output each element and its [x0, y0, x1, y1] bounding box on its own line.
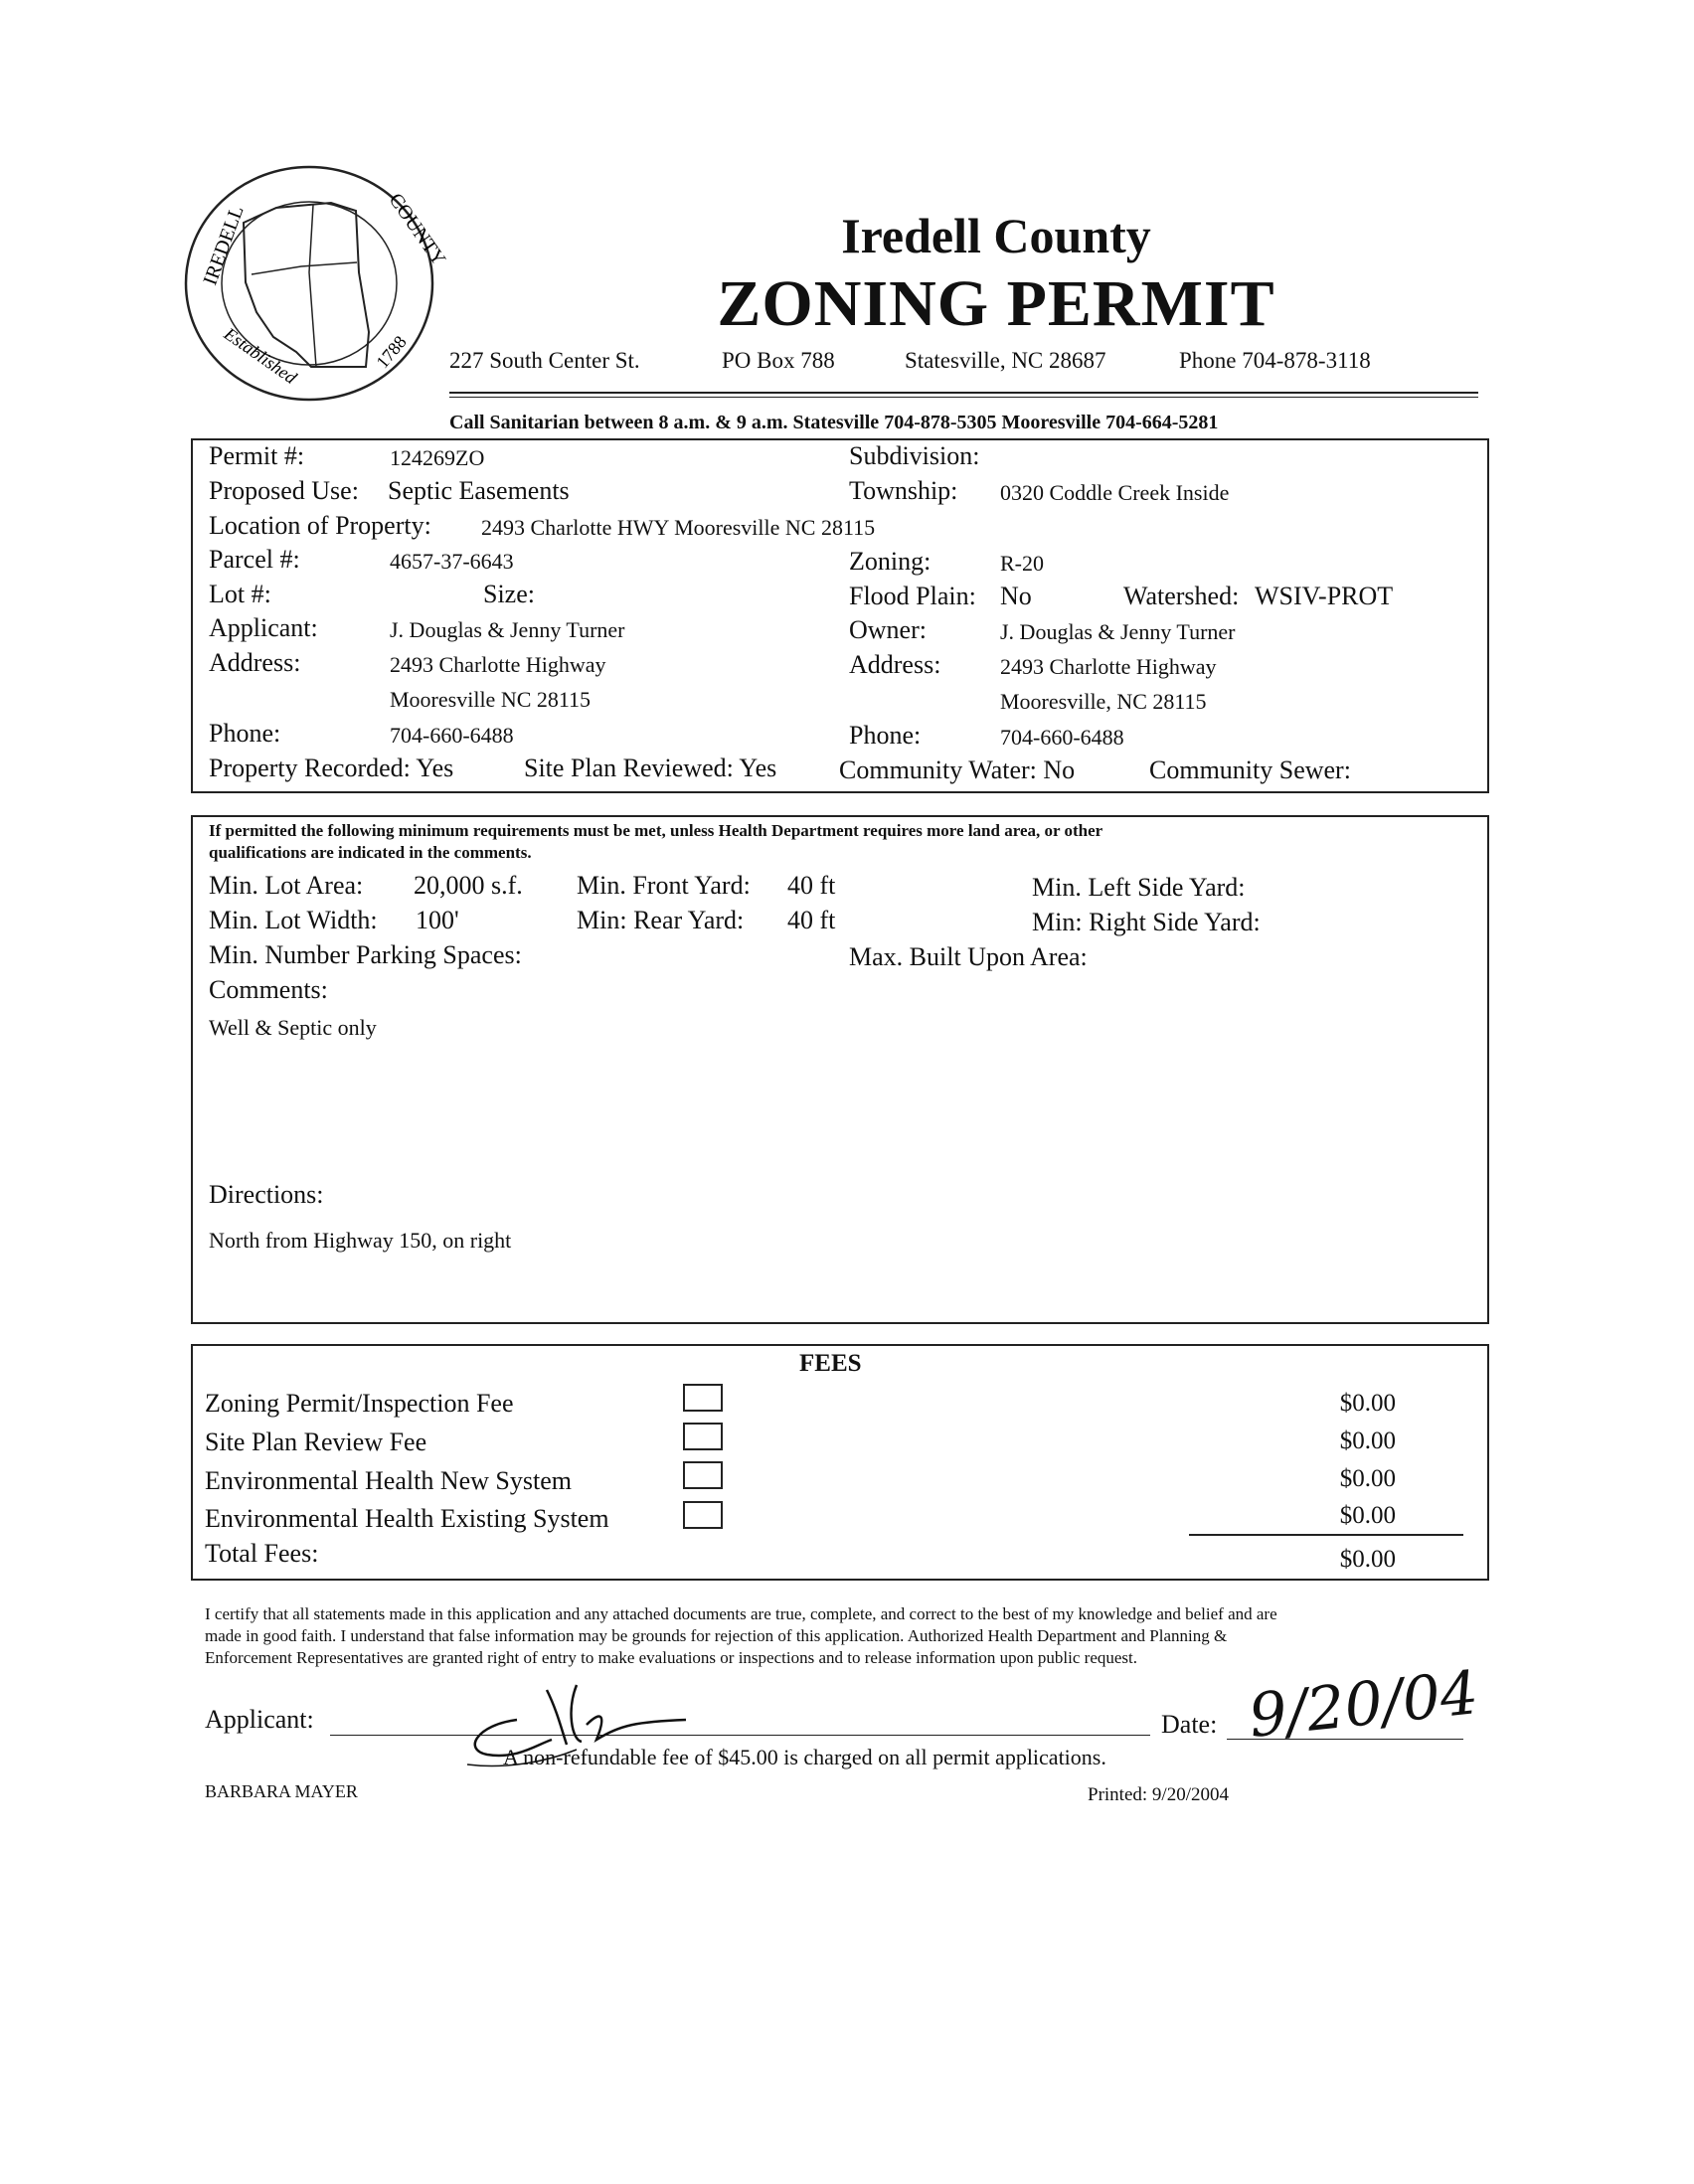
owner-address-line2: Mooresville, NC 28115	[1000, 689, 1207, 714]
min-lot-area-value: 20,000 s.f.	[414, 871, 523, 900]
location-label: Location of Property:	[209, 511, 431, 540]
fee-amount-site-plan: $0.00	[1339, 1428, 1396, 1454]
total-fees-label: Total Fees:	[205, 1539, 319, 1568]
min-lot-width-label: Min. Lot Width:	[209, 906, 378, 934]
applicant-signature-line[interactable]	[330, 1735, 1150, 1736]
po-box: PO Box 788	[722, 348, 835, 373]
sanitarian-call-line: Call Sanitarian between 8 a.m. & 9 a.m. Statesville 704-878-5305 Mooresville 704-664-5281	[449, 412, 1219, 433]
applicant-signature-label: Applicant:	[205, 1705, 314, 1734]
fee-checkbox-zoning[interactable]	[683, 1384, 723, 1412]
lot-label: Lot #:	[209, 580, 271, 608]
fee-amount-new-system: $0.00	[1339, 1465, 1396, 1492]
applicant-address-line1: 2493 Charlotte Highway	[390, 652, 606, 677]
applicant-phone-value: 704-660-6488	[390, 723, 514, 748]
zoning-label: Zoning:	[849, 547, 932, 576]
fee-label-new-system: Environmental Health New System	[205, 1466, 572, 1495]
location-value: 2493 Charlotte HWY Mooresville NC 28115	[481, 515, 876, 540]
fee-label-zoning: Zoning Permit/Inspection Fee	[205, 1389, 514, 1418]
applicant-phone-label: Phone:	[209, 719, 281, 748]
requirements-note-line2: qualifications are indicated in the comments.	[209, 843, 532, 862]
flood-plain-label: Flood Plain:	[849, 582, 976, 610]
min-front-yard-value: 40 ft	[787, 871, 836, 900]
clerk-name: BARBARA MAYER	[205, 1781, 358, 1801]
flood-plain-value: No	[1000, 582, 1032, 610]
comments-value: Well & Septic only	[209, 1015, 377, 1040]
directions-value: North from Highway 150, on right	[209, 1228, 512, 1253]
requirements-note-line1: If permitted the following minimum requirements must be met, unless Health Department requires more land area, or other	[209, 821, 1103, 840]
owner-address-line1: 2493 Charlotte Highway	[1000, 654, 1217, 679]
owner-phone-label: Phone:	[849, 721, 922, 750]
header-rule	[449, 392, 1478, 394]
owner-label: Owner:	[849, 615, 927, 644]
fee-note: A non-refundable fee of $45.00 is charged on all permit applications.	[503, 1745, 1106, 1769]
document-title: ZONING PERMIT	[717, 267, 1275, 340]
parcel-label: Parcel #:	[209, 545, 300, 574]
date-label: Date:	[1161, 1710, 1218, 1739]
owner-phone-value: 704-660-6488	[1000, 725, 1124, 750]
fee-checkbox-existing-system[interactable]	[683, 1501, 723, 1529]
certification-line2: made in good faith. I understand that false information may be grounds for rejection of this application. Authorized Health Department and Planning &	[205, 1626, 1228, 1645]
directions-label: Directions:	[209, 1180, 324, 1209]
fee-checkbox-new-system[interactable]	[683, 1461, 723, 1489]
zoning-value: R-20	[1000, 551, 1044, 576]
fees-title: FEES	[799, 1350, 862, 1377]
county-name: Iredell County	[841, 208, 1151, 263]
fee-subtotal-rule	[1189, 1534, 1463, 1536]
proposed-use-value: Septic Easements	[388, 476, 570, 505]
svg-text:Established: Established	[220, 323, 301, 389]
watershed-value: WSIV-PROT	[1255, 582, 1394, 610]
svg-text:1788: 1788	[372, 331, 411, 373]
handwritten-date: 9/20/04	[1245, 1658, 1482, 1752]
owner-value: J. Douglas & Jenny Turner	[1000, 619, 1236, 644]
size-label: Size:	[483, 580, 535, 608]
street-address: 227 South Center St.	[449, 348, 640, 373]
community-sewer: Community Sewer:	[1149, 756, 1351, 784]
property-recorded: Property Recorded: Yes	[209, 754, 454, 782]
city-state: Statesville, NC 28687	[905, 348, 1106, 373]
max-built-upon-label: Max. Built Upon Area:	[849, 942, 1088, 971]
min-rear-yard-value: 40 ft	[787, 906, 836, 934]
parcel-value: 4657-37-6643	[390, 549, 514, 574]
fee-label-existing-system: Environmental Health Existing System	[205, 1504, 609, 1533]
applicant-value: J. Douglas & Jenny Turner	[390, 617, 625, 642]
header-rule-thin	[449, 397, 1478, 398]
min-left-side-yard-label: Min. Left Side Yard:	[1032, 873, 1246, 902]
township-label: Township:	[849, 476, 958, 505]
svg-text:IREDELL: IREDELL	[199, 202, 249, 288]
printed-date: Printed: 9/20/2004	[1088, 1784, 1229, 1805]
community-water: Community Water: No	[839, 756, 1076, 784]
owner-address-label: Address:	[849, 650, 941, 679]
min-rear-yard-label: Min: Rear Yard:	[577, 906, 745, 934]
fee-amount-zoning: $0.00	[1339, 1390, 1396, 1417]
permit-number-value: 124269ZO	[390, 445, 485, 470]
applicant-address-label: Address:	[209, 648, 301, 677]
min-front-yard-label: Min. Front Yard:	[577, 871, 751, 900]
office-phone: Phone 704-878-3118	[1179, 348, 1371, 373]
svg-text:COUNTY: COUNTY	[384, 189, 450, 270]
total-fees-amount: $0.00	[1339, 1546, 1396, 1573]
township-value: 0320 Coddle Creek Inside	[1000, 480, 1230, 505]
min-right-side-yard-label: Min: Right Side Yard:	[1032, 908, 1261, 936]
certification-line1: I certify that all statements made in this application and any attached documents are true, complete, and correct to the best of my knowledge and belief and are	[205, 1604, 1277, 1623]
min-lot-width-value: 100'	[416, 906, 459, 934]
fee-amount-existing-system: $0.00	[1339, 1502, 1396, 1529]
fee-checkbox-site-plan[interactable]	[683, 1423, 723, 1450]
permit-info-box	[191, 438, 1489, 793]
fee-label-site-plan: Site Plan Review Fee	[205, 1428, 427, 1456]
watershed-label: Watershed:	[1123, 582, 1240, 610]
applicant-address-line2: Mooresville NC 28115	[390, 687, 592, 712]
permit-number-label: Permit #:	[209, 441, 305, 470]
min-parking-label: Min. Number Parking Spaces:	[209, 940, 522, 969]
min-lot-area-label: Min. Lot Area:	[209, 871, 364, 900]
applicant-label: Applicant:	[209, 613, 318, 642]
site-plan-reviewed: Site Plan Reviewed: Yes	[524, 754, 777, 782]
proposed-use-label: Proposed Use:	[209, 476, 359, 505]
comments-label: Comments:	[209, 975, 328, 1004]
subdivision-label: Subdivision:	[849, 441, 980, 470]
certification-line3: Enforcement Representatives are granted right of entry to make evaluations or inspections and to release information upon public request.	[205, 1648, 1137, 1667]
